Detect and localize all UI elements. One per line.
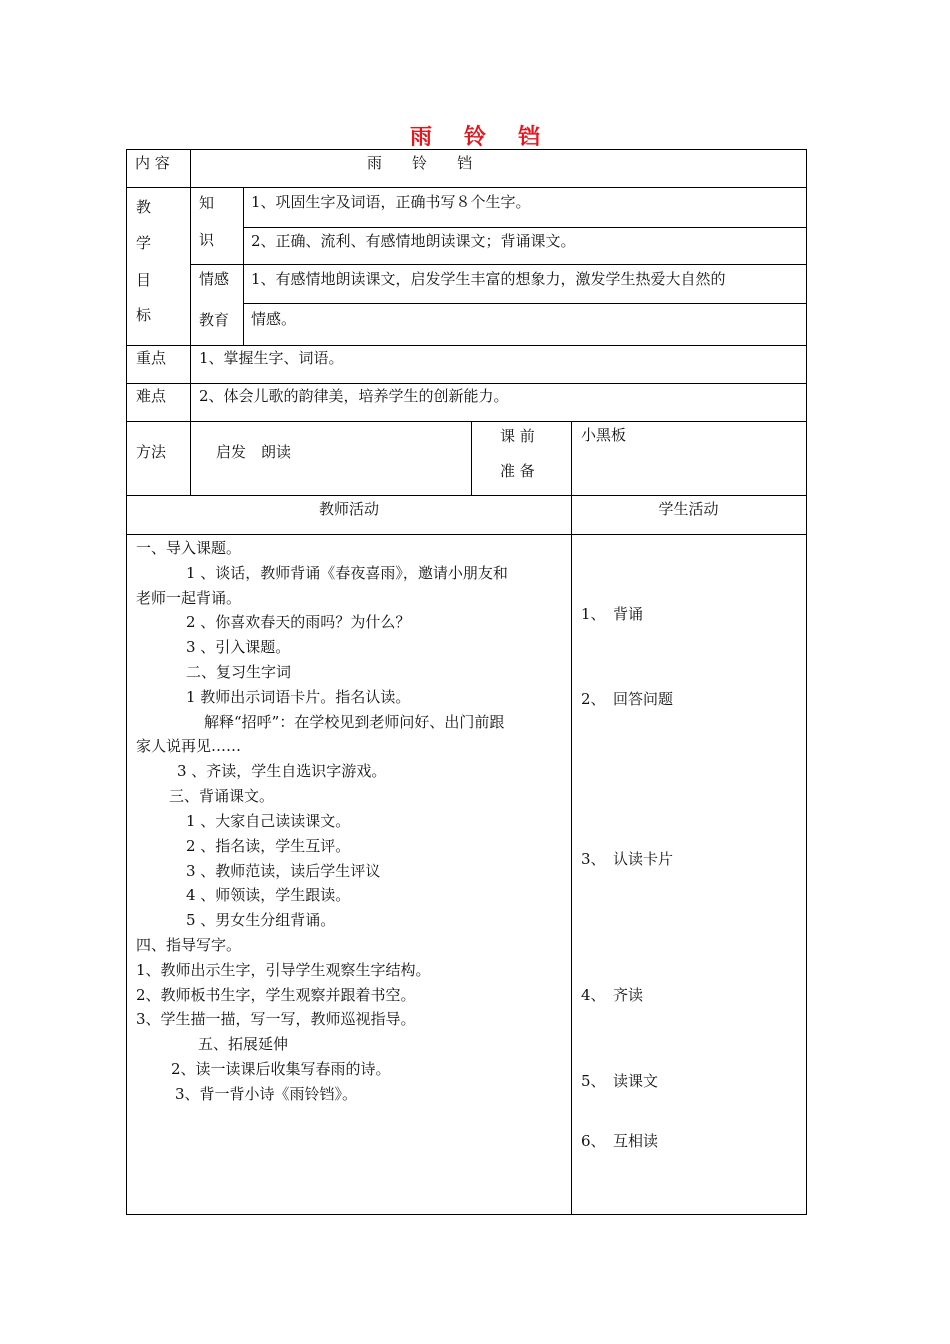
emotion-line-1: 1、有感情地朗读课文，启发学生丰富的想象力，激发学生热爱大自然的 [251, 270, 726, 288]
student-line: 6、 互相读 [581, 1132, 659, 1150]
teacher-line: 3、学生描一描，写一写，教师巡视指导。 [136, 1010, 416, 1028]
content-char: 铛 [457, 154, 473, 172]
teacher-line: 3、背一背小诗《雨铃铛》。 [175, 1085, 358, 1103]
difficulty-label: 难点 [136, 387, 167, 405]
title-char: 铃 [463, 124, 486, 150]
content-char: 铃 [412, 154, 428, 172]
teacher-line: 家人说再见…… [136, 737, 242, 755]
row-divider [190, 264, 806, 265]
key-point-label: 重点 [136, 349, 167, 367]
teacher-line: 一、导入课题。 [136, 539, 242, 557]
content-char: 雨 [367, 154, 383, 172]
student-line: 5、 读课文 [581, 1072, 659, 1090]
difficulty-text: 2、体会儿歌的韵律美，培养学生的创新能力。 [199, 387, 509, 405]
method-label: 方法 [136, 443, 167, 461]
student-line: 2、 回答问题 [581, 690, 674, 708]
prep-label-2: 准 备 [500, 462, 535, 480]
teacher-line: 五、拓展延伸 [198, 1035, 289, 1053]
teacher-line: 3 、引入课题。 [186, 638, 291, 656]
row-divider [127, 534, 806, 535]
teacher-line: 三、背诵课文。 [169, 787, 275, 805]
teacher-line: 5 、男女生分组背诵。 [186, 911, 336, 929]
objectives-label-char: 教 [136, 198, 152, 216]
row-divider [127, 495, 806, 496]
teacher-line: 1 教师出示词语卡片。指名认读。 [186, 688, 411, 706]
objectives-label-char: 学 [136, 234, 152, 252]
student-line: 3、 认读卡片 [581, 850, 674, 868]
teacher-line: 2、读一读课后收集写春雨的诗。 [171, 1060, 391, 1078]
content-label: 内 容 [135, 154, 170, 172]
row-divider [127, 187, 806, 188]
teacher-line: 2 、指名读，学生互评。 [186, 837, 351, 855]
teacher-line: 2 、你喜欢春天的雨吗？为什么？ [186, 613, 411, 631]
knowledge-label-char: 知 [199, 194, 215, 212]
teacher-activity-header: 教师活动 [318, 500, 379, 518]
title-char: 雨 [409, 124, 432, 150]
teacher-line: 3 、齐读，学生自选识字游戏。 [177, 762, 387, 780]
teacher-line: 二、复习生字词 [186, 663, 292, 681]
title-char: 铛 [518, 124, 541, 150]
row-divider [243, 227, 806, 228]
teacher-line: 3 、教师范读，读后学生评议 [186, 862, 381, 880]
teacher-line: 4 、师领读，学生跟读。 [186, 886, 351, 904]
column-divider [243, 187, 244, 345]
teacher-line: 1 、大家自己读读课文。 [186, 812, 351, 830]
column-divider [571, 421, 572, 1215]
emotion-label-2: 教育 [199, 311, 230, 329]
teacher-line: 老师一起背诵。 [136, 589, 242, 607]
document-title [0, 120, 950, 151]
row-divider [243, 303, 806, 304]
knowledge-label-char: 识 [199, 231, 215, 249]
prep-label-1: 课 前 [500, 427, 535, 445]
emotion-line-2: 情感。 [251, 310, 297, 328]
knowledge-item-2: 2、正确、流利、有感情地朗读课文；背诵课文。 [251, 232, 576, 250]
knowledge-item-1: 1、巩固生字及词语，正确书写８个生字。 [251, 193, 531, 211]
student-line: 1、 背诵 [581, 605, 644, 623]
emotion-label-1: 情感 [199, 270, 230, 288]
row-divider [127, 421, 806, 422]
objectives-label-char: 目 [136, 271, 152, 289]
teacher-line: 四、指导写字。 [136, 936, 242, 954]
prep-text: 小黑板 [581, 426, 627, 444]
teacher-line: 1 、谈话，教师背诵《春夜喜雨》，邀请小朋友和 [186, 564, 508, 582]
student-activity-header: 学生活动 [658, 500, 719, 518]
method-text: 启发 朗读 [216, 443, 292, 461]
content-value [367, 153, 472, 173]
teacher-line: 2、教师板书生字，学生观察并跟着书空。 [136, 986, 416, 1004]
teacher-line: 1、教师出示生字，引导学生观察生字结构。 [136, 961, 431, 979]
student-line: 4、 齐读 [581, 986, 644, 1004]
column-divider [190, 150, 191, 495]
row-divider [127, 345, 806, 346]
lesson-plan-table [126, 149, 807, 1215]
objectives-label-char: 标 [136, 306, 152, 324]
column-divider [471, 421, 472, 495]
key-point-text: 1、掌握生字、词语。 [199, 349, 344, 367]
teacher-line: 解释“招呼”：在学校见到老师问好、出门前跟 [204, 713, 505, 731]
row-divider [127, 383, 806, 384]
